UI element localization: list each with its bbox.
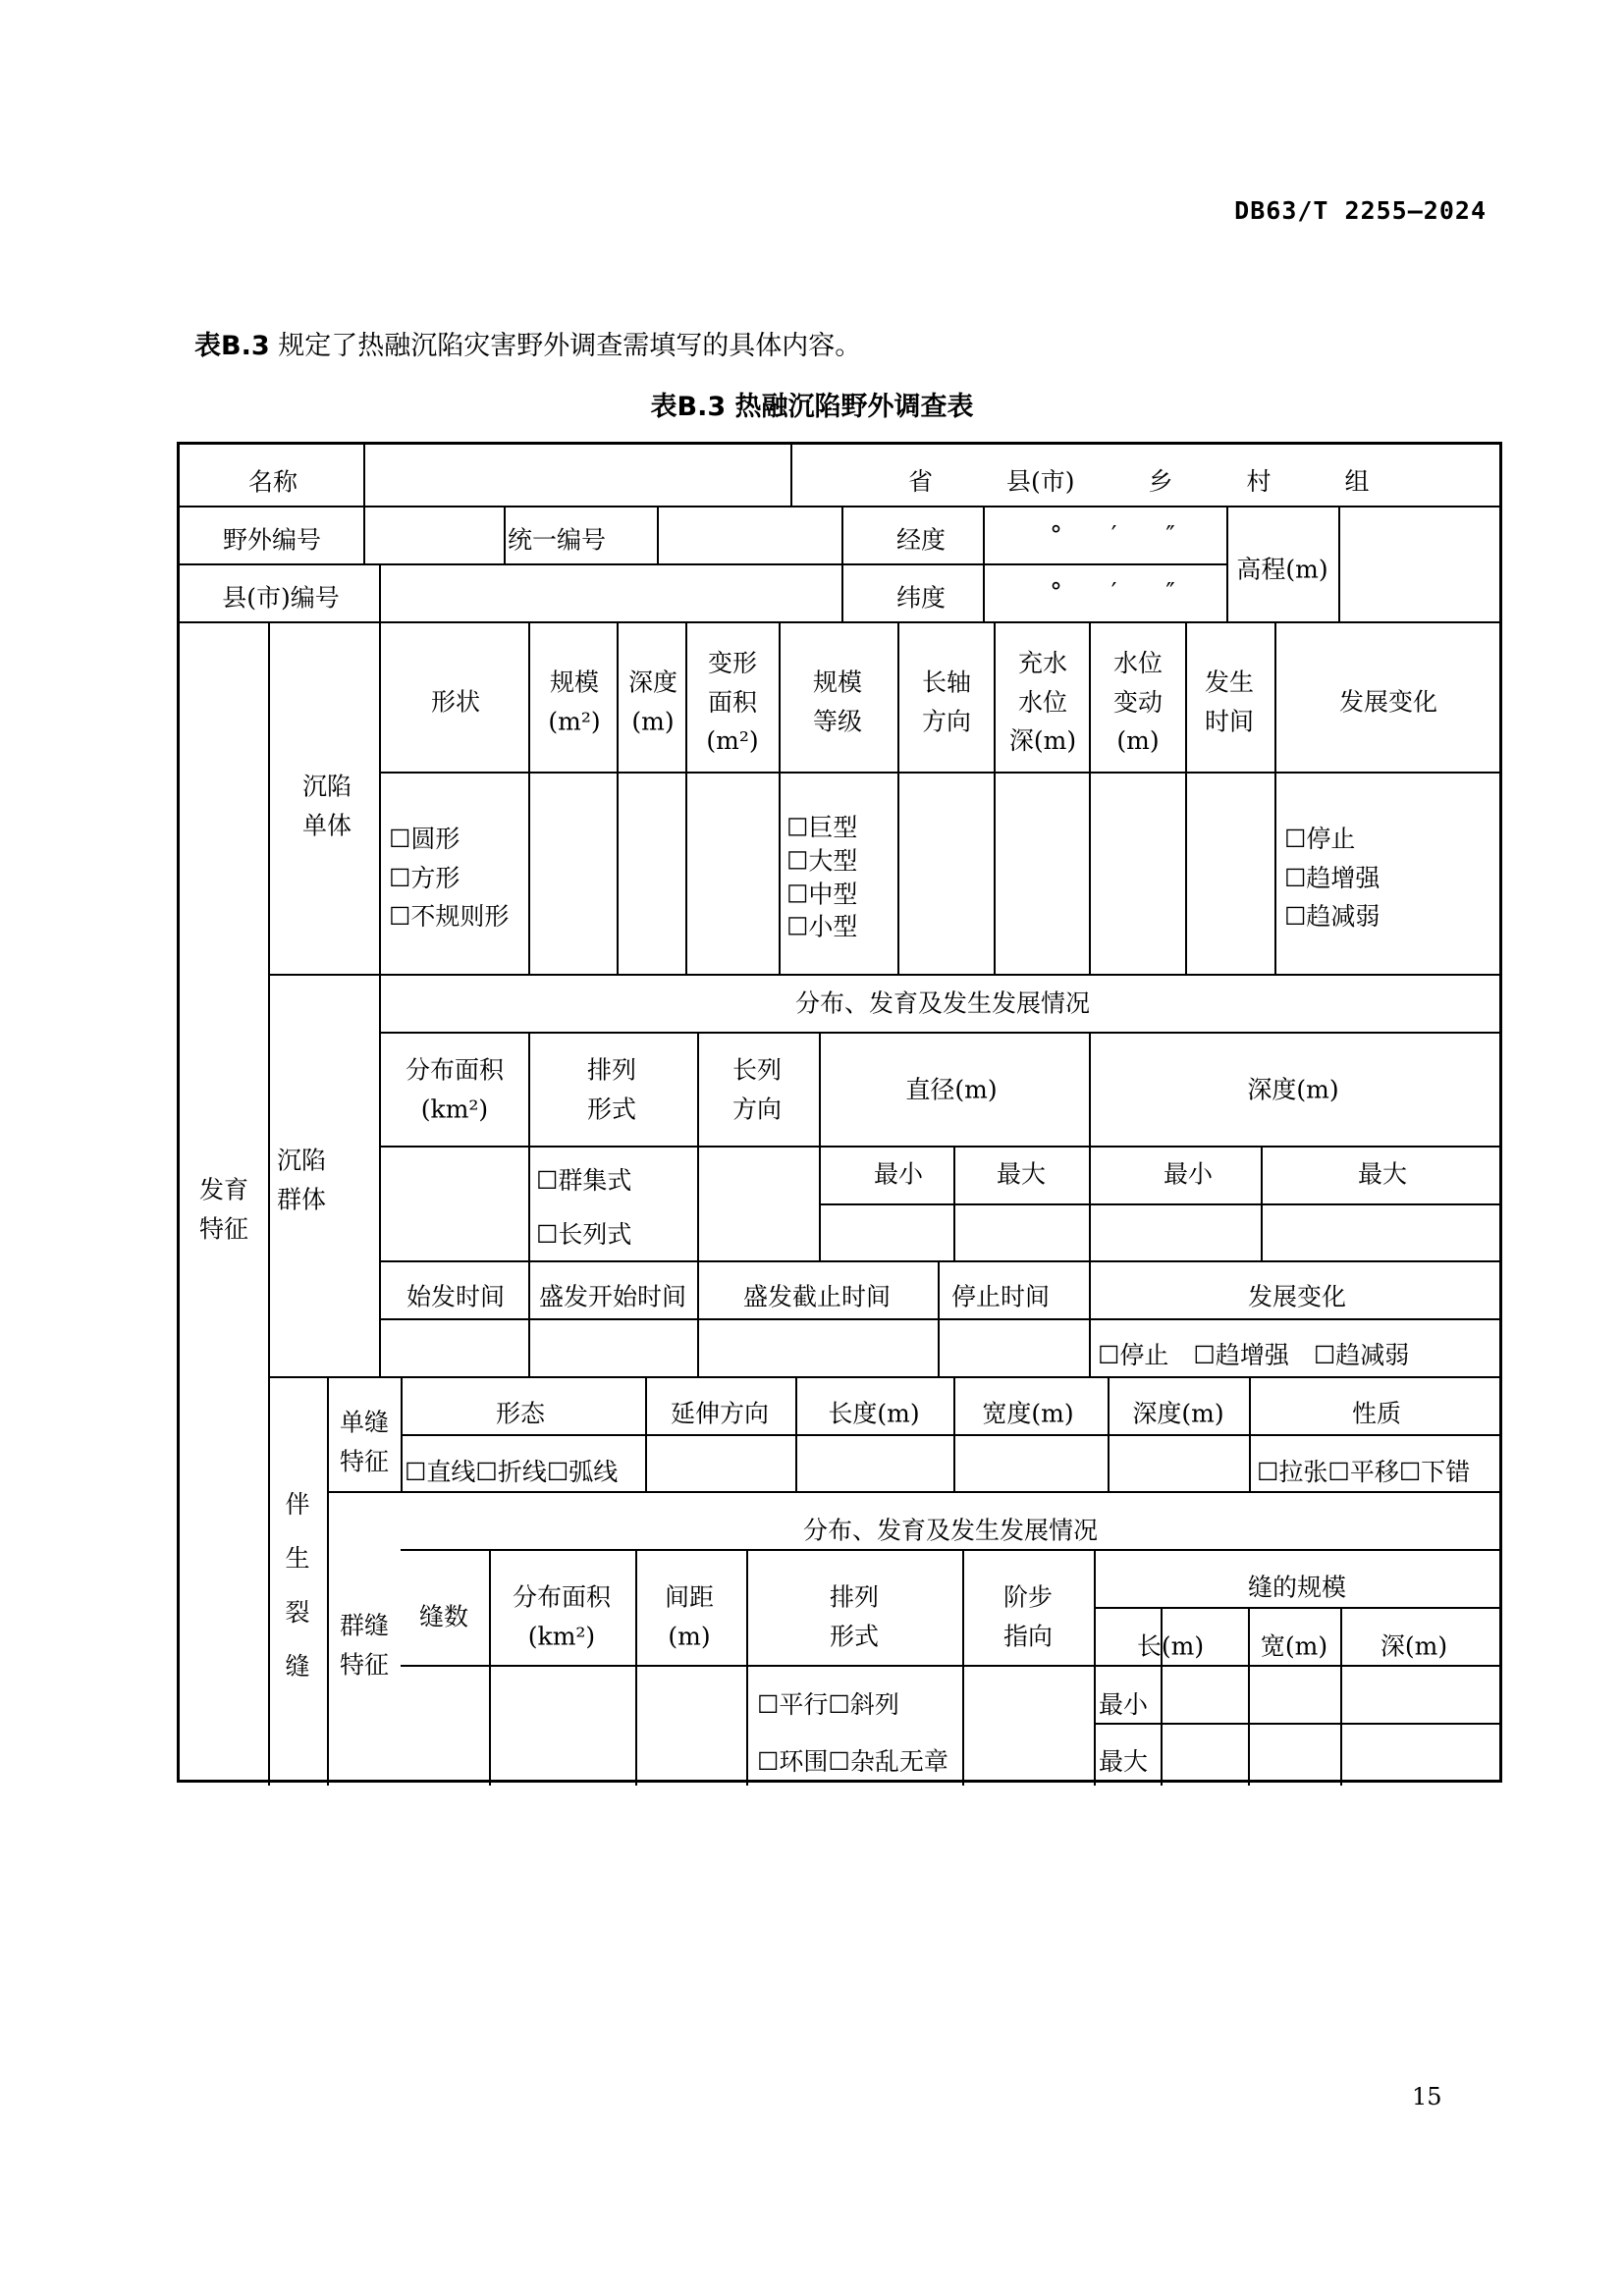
long-axis-header: 长轴 方向 bbox=[921, 667, 972, 735]
group-crack-label: 群缝 特征 bbox=[339, 1611, 390, 1679]
depth-max: 最大 bbox=[1357, 1159, 1408, 1189]
crack-dep-header: 深(m) bbox=[1380, 1631, 1448, 1661]
latitude-label: 纬度 bbox=[895, 583, 947, 613]
group-dist-area-header: 分布面积 (km²) bbox=[405, 1055, 505, 1123]
name-label: 名称 bbox=[247, 467, 298, 497]
crack-count-header: 缝数 bbox=[418, 1602, 469, 1631]
group-long-dir-header: 长列 方向 bbox=[731, 1055, 783, 1123]
longitude-label: 经度 bbox=[895, 525, 947, 555]
intro-table-ref: 表B.3 bbox=[194, 331, 270, 361]
crack-arr-options-1[interactable]: ☐平行☐斜列 bbox=[757, 1689, 899, 1719]
step-dir-header: 阶步 指向 bbox=[1002, 1582, 1054, 1650]
crack-form-options[interactable]: ☐直线☐折线☐弧线 bbox=[405, 1457, 619, 1486]
intro-paragraph bbox=[194, 324, 861, 362]
table-caption: 表B.3 热融沉陷野外调查表 bbox=[650, 392, 974, 422]
longitude-dms: ° ′ ″ bbox=[1050, 520, 1175, 550]
occur-time-header: 发生 时间 bbox=[1204, 667, 1255, 735]
document-code: DB63/T 2255—2024 bbox=[1234, 196, 1487, 225]
shape-header: 形状 bbox=[430, 687, 481, 717]
crack-spacing-header: 间距 (m) bbox=[664, 1582, 715, 1650]
diameter-min: 最小 bbox=[873, 1159, 924, 1189]
crack-width-header: 宽度(m) bbox=[982, 1399, 1074, 1428]
peak-end-header: 盛发截止时间 bbox=[742, 1282, 892, 1311]
crack-arrangement-header: 排列 形式 bbox=[829, 1582, 880, 1650]
scale-header: 规模 (m²) bbox=[548, 667, 601, 735]
group-diameter-header: 直径(m) bbox=[905, 1075, 998, 1104]
deform-area-header: 变形 面积 (m²) bbox=[706, 648, 759, 755]
group-trend-header: 发展变化 bbox=[1247, 1282, 1347, 1311]
diameter-max: 最大 bbox=[996, 1159, 1047, 1189]
group-heading: 分布、发育及发生发展情况 bbox=[794, 988, 1091, 1018]
depth-header: 深度 (m) bbox=[627, 667, 678, 735]
crack-wid-header: 宽(m) bbox=[1260, 1631, 1328, 1661]
crack-scale-header: 缝的规模 bbox=[1247, 1573, 1347, 1602]
county-no-label: 县(市)编号 bbox=[222, 583, 340, 613]
group-depth-header: 深度(m) bbox=[1247, 1075, 1339, 1104]
trend-options[interactable]: ☐停止 ☐趋增强 ☐趋减弱 bbox=[1284, 824, 1380, 931]
single-crack-label: 单缝 特征 bbox=[339, 1408, 390, 1475]
latitude-dms: ° ′ ″ bbox=[1050, 577, 1175, 607]
crack-len-header: 长(m) bbox=[1136, 1631, 1205, 1661]
crack-scale-max: 最大 bbox=[1099, 1746, 1149, 1776]
crack-group-heading: 分布、发育及发生发展情况 bbox=[802, 1516, 1099, 1545]
crack-scale-min: 最小 bbox=[1099, 1689, 1149, 1719]
intro-text: 规定了热融沉陷灾害野外调查需填写的具体内容。 bbox=[269, 331, 862, 361]
stop-time-header: 停止时间 bbox=[950, 1282, 1051, 1311]
location-field: 省 县(市) 乡 村 组 bbox=[908, 466, 1370, 496]
crack-depth-header: 深度(m) bbox=[1132, 1399, 1224, 1428]
crack-nature-options[interactable]: ☐拉张☐平移☐下错 bbox=[1257, 1457, 1471, 1486]
page-number: 15 bbox=[1412, 2083, 1442, 2110]
dev-features-label: 发育 特征 bbox=[198, 1175, 249, 1243]
peak-start-header: 盛发开始时间 bbox=[538, 1282, 687, 1311]
crack-length-header: 长度(m) bbox=[828, 1399, 920, 1428]
scale-grade-options[interactable]: ☐巨型 ☐大型 ☐中型 ☐小型 bbox=[786, 813, 858, 941]
water-change-header: 水位 变动 (m) bbox=[1112, 648, 1164, 755]
start-time-header: 始发时间 bbox=[406, 1282, 506, 1311]
depth-min: 最小 bbox=[1163, 1159, 1214, 1189]
unified-no-label: 统一编号 bbox=[507, 525, 607, 555]
group-arrangement-header: 排列 形式 bbox=[586, 1055, 637, 1123]
crack-arr-options-2[interactable]: ☐环围☐杂乱无章 bbox=[757, 1746, 948, 1776]
elevation-label: 高程(m) bbox=[1236, 555, 1328, 584]
field-no-label: 野外编号 bbox=[222, 525, 322, 555]
group-arrangement-options[interactable]: ☐群集式 ☐长列式 bbox=[536, 1166, 632, 1249]
crack-dist-area-header: 分布面积 (km²) bbox=[512, 1582, 612, 1650]
water-depth-header: 充水 水位 深(m) bbox=[1008, 648, 1077, 755]
trend-header: 发展变化 bbox=[1338, 687, 1438, 717]
crack-nature-header: 性质 bbox=[1351, 1399, 1402, 1428]
group-subsidence-label: 沉陷 群体 bbox=[276, 1146, 327, 1213]
associated-cracks-label: 伴 生 裂 缝 bbox=[285, 1490, 310, 1681]
scale-grade-header: 规模 等级 bbox=[812, 667, 863, 735]
crack-form-header: 形态 bbox=[495, 1399, 546, 1428]
shape-options[interactable]: ☐圆形 ☐方形 ☐不规则形 bbox=[389, 824, 510, 931]
single-subsidence-label: 沉陷 单体 bbox=[301, 772, 352, 839]
group-trend-options[interactable]: ☐停止 ☐趋增强 ☐趋减弱 bbox=[1098, 1340, 1410, 1369]
crack-extend-header: 延伸方向 bbox=[670, 1399, 770, 1428]
